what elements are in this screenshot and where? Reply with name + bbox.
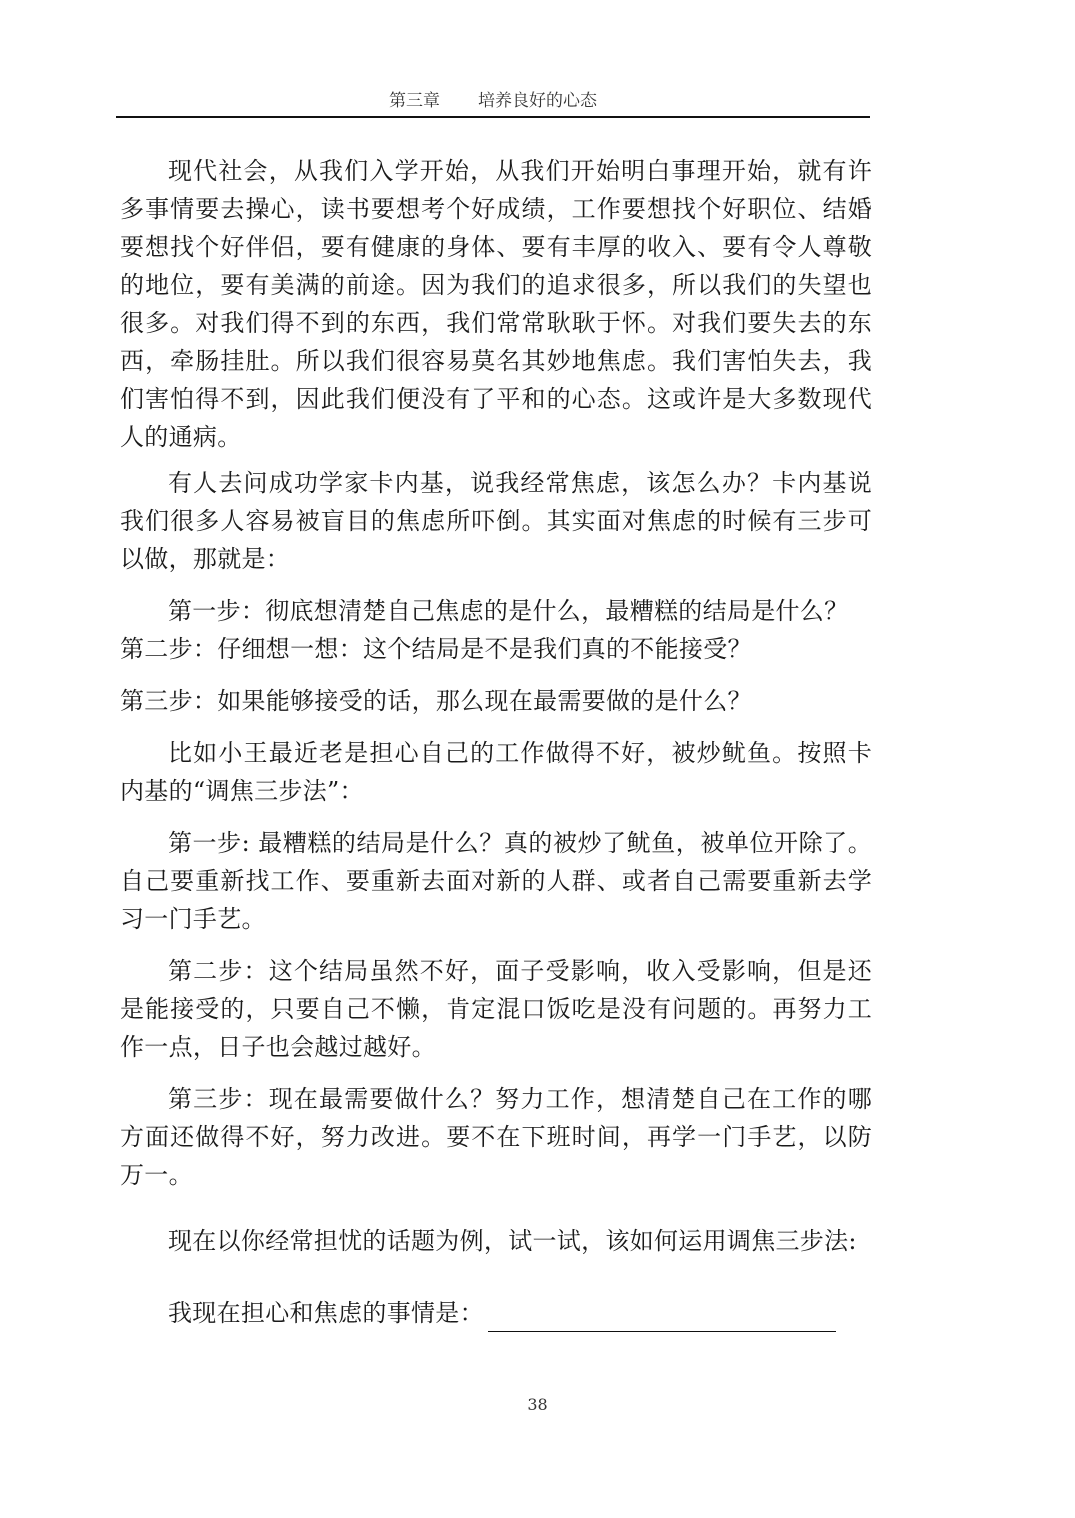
exercise-label: 我现在担心和焦虑的事情是： bbox=[168, 1299, 484, 1327]
example-step-three: 第三步：现在最需要做什么？努力工作，想清楚自己在工作的哪方面还做得不好，努力改进。要不在下班时间，再学一门手艺，以防万一。 bbox=[120, 1085, 872, 1189]
answer-blank[interactable] bbox=[488, 1305, 836, 1332]
page-number: 38 bbox=[527, 1395, 548, 1414]
page-body bbox=[120, 152, 872, 1332]
header-title: 培养良好的心态 bbox=[478, 91, 597, 111]
header-chapter: 第三章 bbox=[389, 91, 440, 111]
paragraph-intro: 现代社会，从我们入学开始，从我们开始明白事理开始，就有许多事情要去操心，读书要想考个好成绩，工作要想找个好职位、结婚要想找个好伴侣，要有健康的身体、要有丰厚的收入、要有令人尊敬的地位，要有美满的前途。因为我们的追求很多，所以我们的失望也很多。对我们得不到的东西，我们常常耿耿于怀。对我们要失去的东西，牵肠挂肚。所以我们很容易莫名其妙地焦虑。我们害怕失去，我们害怕得不到，因此我们便没有了平和的心态。这或许是大多数现代人的通病。 bbox=[120, 157, 872, 451]
step-one: 第一步：彻底想清楚自己焦虑的是什么，最糟糕的结局是什么？ bbox=[168, 597, 849, 625]
step-two: 第二步：仔细想一想：这个结局是不是我们真的不能接受？ bbox=[120, 635, 752, 663]
step-three: 第三步：如果能够接受的话，那么现在最需要做的是什么？ bbox=[120, 687, 752, 715]
example-step-two: 第二步：这个结局虽然不好，面子受影响，收入受影响，但是还是能接受的，只要自己不懒，肯定混口饭吃是没有问题的。再努力工作一点，日子也会越过越好。 bbox=[120, 957, 872, 1061]
example-step-one: 第一步: 最糟糕的结局是什么？真的被炒了鱿鱼，被单位开除了。自己要重新找工作、要重新去面对新的人群、或者自己需要重新去学习一门手艺。 bbox=[120, 829, 872, 933]
paragraph-example: 比如小王最近老是担心自己的工作做得不好，被炒鱿鱼。按照卡内基的“调焦三步法”： bbox=[120, 739, 872, 805]
exercise-prompt: 现在以你经常担忧的话题为例，试一试，该如何运用调焦三步法: bbox=[168, 1227, 857, 1255]
running-header bbox=[116, 88, 870, 118]
exercise-fill-line bbox=[120, 1294, 872, 1332]
paragraph-carnegie: 有人去问成功学家卡内基，说我经常焦虑，该怎么办？卡内基说我们很多人容易被盲目的焦虑所吓倒。其实面对焦虑的时候有三步可以做，那就是： bbox=[120, 469, 872, 573]
